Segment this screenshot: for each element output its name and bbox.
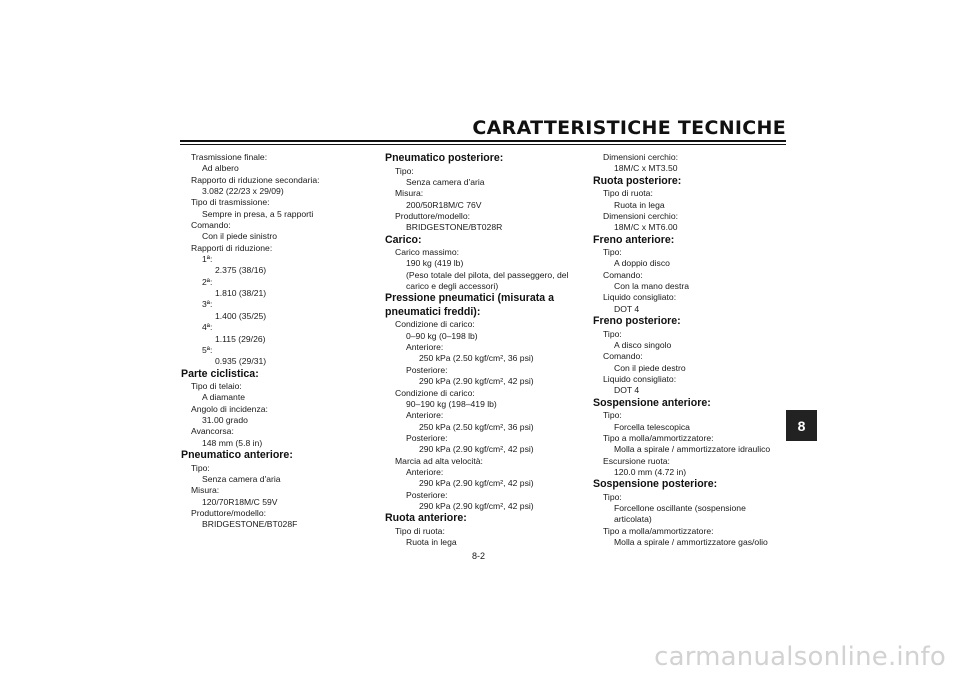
spec-line: 290 kPa (2.90 kgf/cm², 42 psi) (419, 444, 534, 455)
spec-line: 4ª: (202, 322, 213, 333)
spec-line: Posteriore: (406, 364, 448, 375)
spec-line: Senza camera d'aria (202, 473, 281, 484)
section-heading: Carico: (385, 233, 422, 246)
section-heading: Sospensione posteriore: (593, 478, 718, 491)
spec-line: Liquido consigliato: (603, 292, 677, 303)
spec-line: Tipo: (603, 491, 622, 502)
spec-line: Tipo: (603, 328, 622, 339)
spec-line: 2ª: (202, 276, 213, 287)
watermark: carmanualsonline.info (654, 642, 946, 672)
spec-line: Dimensioni cerchio: (603, 152, 678, 162)
spec-line: 0.935 (29/31) (215, 356, 267, 367)
spec-line: A doppio disco (614, 258, 670, 269)
spec-line: Tipo di telaio: (191, 381, 242, 392)
section-heading: Ruota posteriore: (593, 174, 682, 187)
spec-line: Ruota in lega (406, 537, 457, 548)
spec-line: 250 kPa (2.50 kgf/cm², 36 psi) (419, 353, 534, 364)
spec-line: 190 kg (419 lb) (406, 258, 464, 269)
spec-line: 250 kPa (2.50 kgf/cm², 36 psi) (419, 421, 534, 432)
spec-line: Comando: (191, 220, 231, 231)
spec-line: 120.0 mm (4.72 in) (614, 466, 687, 477)
spec-column-3 (593, 152, 793, 548)
spec-line: carico e degli accessori) (406, 281, 499, 292)
spec-line: 2.375 (38/16) (215, 265, 267, 276)
spec-line: 18M/C x MT3.50 (614, 163, 678, 174)
spec-line: 31.00 grado (202, 415, 248, 426)
spec-line: Anteriore: (406, 410, 444, 421)
spec-line: Marcia ad alta velocità: (395, 455, 483, 466)
spec-line: 200/50R18M/C 76V (406, 199, 482, 210)
spec-line: 3ª: (202, 299, 213, 310)
spec-line: Angolo di incidenza: (191, 403, 268, 414)
page-title: CARATTERISTICHE TECNICHE (472, 117, 786, 139)
spec-line: Posteriore: (406, 432, 448, 443)
spec-line: Condizione di carico: (395, 387, 475, 398)
header-rule-thin (180, 144, 786, 145)
spec-column-1 (181, 152, 381, 531)
section-heading: Freno anteriore: (593, 233, 675, 246)
spec-line: Sempre in presa, a 5 rapporti (202, 208, 314, 219)
section-heading: Freno posteriore: (593, 315, 681, 328)
spec-line: Anteriore: (406, 342, 444, 353)
spec-line: Anteriore: (406, 466, 444, 477)
spec-line: Con il piede sinistro (202, 231, 277, 242)
spec-line: 5ª: (202, 344, 213, 355)
spec-line: Carico massimo: (395, 247, 459, 258)
spec-line: 0–90 kg (0–198 lb) (406, 330, 478, 341)
spec-line: Misura: (395, 188, 424, 199)
spec-line: Con il piede destro (614, 362, 686, 373)
spec-line: BRIDGESTONE/BT028R (406, 222, 503, 233)
spec-line: Tipo a molla/ammortizzatore: (603, 432, 714, 443)
page-number: 8-2 (472, 551, 486, 561)
spec-line: DOT 4 (614, 385, 640, 396)
spec-line: Forcella telescopica (614, 421, 690, 432)
header-rule-thick (180, 140, 786, 142)
spec-line: Posteriore: (406, 489, 448, 500)
section-heading: Pneumatico anteriore: (181, 449, 293, 462)
spec-line: Liquido consigliato: (603, 374, 677, 384)
spec-line: 148 mm (5.8 in) (202, 437, 263, 448)
spec-line: Comando: (603, 351, 643, 362)
spec-line: A disco singolo (614, 339, 672, 350)
spec-line: Misura: (191, 485, 220, 496)
spec-line: Trasmissione finale: (191, 152, 268, 162)
spec-line: Avancorsa: (191, 426, 234, 437)
spec-line: 1ª: (202, 254, 213, 265)
spec-line: 1.115 (29/26) (215, 333, 266, 344)
spec-line: Molla a spirale / ammortizzatore gas/olio (614, 537, 768, 548)
spec-line: Rapporti di riduzione: (191, 242, 273, 253)
spec-line: Dimensioni cerchio: (603, 210, 678, 221)
spec-line: 290 kPa (2.90 kgf/cm², 42 psi) (419, 376, 534, 387)
spec-line: Ad albero (202, 163, 239, 174)
spec-line: Tipo: (603, 247, 622, 258)
spec-line: Forcellone oscillante (sospensione (614, 503, 746, 514)
spec-column-2 (385, 152, 585, 548)
spec-line: Escursione ruota: (603, 455, 670, 466)
spec-line: Senza camera d'aria (406, 176, 485, 187)
spec-line: Tipo di trasmissione: (191, 197, 270, 208)
spec-line: Con la mano destra (614, 281, 689, 292)
spec-line: 18M/C x MT6.00 (614, 222, 678, 233)
section-heading: Pneumatico posteriore: (385, 152, 504, 164)
spec-line: (Peso totale del pilota, del passeggero, del (406, 269, 569, 280)
spec-line: Rapporto di riduzione secondaria: (191, 174, 320, 185)
spec-line: Tipo: (191, 462, 210, 473)
spec-line: Tipo di ruota: (603, 188, 653, 199)
spec-line: 90–190 kg (198–419 lb) (406, 398, 497, 409)
spec-line: articolata) (614, 514, 652, 525)
spec-line: Comando: (603, 269, 643, 280)
section-heading: pneumatici freddi): (385, 305, 481, 318)
spec-line: Produttore/modello: (395, 210, 470, 221)
spec-line: A diamante (202, 392, 245, 403)
chapter-tab: 8 (786, 410, 817, 441)
spec-line: Tipo di ruota: (395, 525, 445, 536)
spec-line: Ruota in lega (614, 199, 665, 210)
spec-line: 120/70R18M/C 59V (202, 496, 278, 507)
section-heading: Ruota anteriore: (385, 512, 467, 525)
spec-line: Tipo a molla/ammortizzatore: (603, 525, 714, 536)
spec-line: 290 kPa (2.90 kgf/cm², 42 psi) (419, 478, 534, 489)
spec-line: DOT 4 (614, 303, 640, 314)
section-heading: Sospensione anteriore: (593, 396, 711, 409)
spec-line: Tipo: (603, 410, 622, 421)
spec-line: Produttore/modello: (191, 507, 266, 518)
spec-line: 290 kPa (2.90 kgf/cm², 42 psi) (419, 500, 534, 511)
section-heading: Parte ciclistica: (181, 367, 259, 380)
spec-line: BRIDGESTONE/BT028F (202, 519, 298, 530)
spec-line: 1.810 (38/21) (215, 288, 267, 299)
spec-line: Condizione di carico: (395, 319, 475, 330)
spec-line: Molla a spirale / ammortizzatore idraulico (614, 444, 771, 455)
spec-line: 1.400 (35/25) (215, 310, 267, 321)
spec-line: 3.082 (22/23 x 29/09) (202, 186, 284, 197)
section-heading: Pressione pneumatici (misurata a (385, 292, 554, 305)
spec-line: Tipo: (395, 165, 414, 176)
